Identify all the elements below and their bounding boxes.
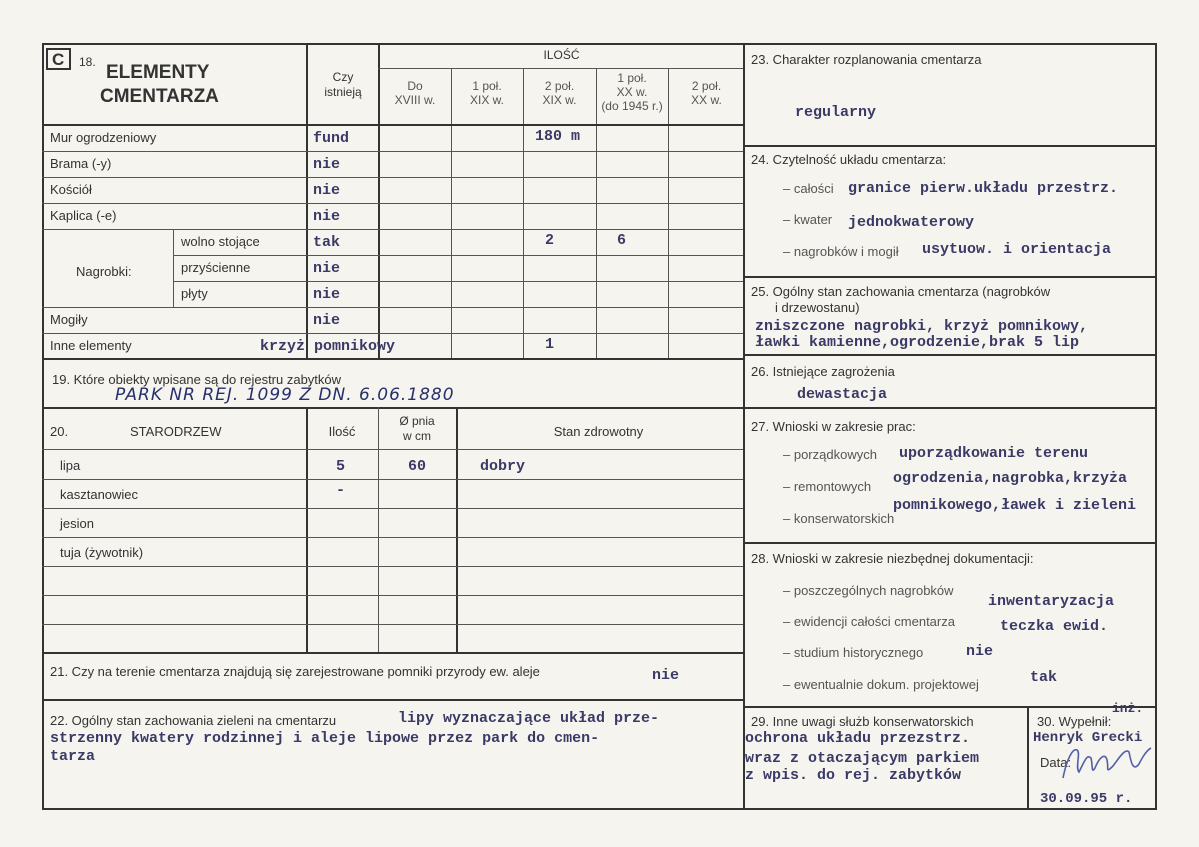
col-diam-header: Ø pnia w cm — [399, 414, 435, 443]
value-inne-q3: 1 — [545, 336, 555, 353]
divider — [42, 479, 745, 480]
tree-name-kasztanowiec: kasztanowiec — [60, 487, 139, 502]
section-24-item-2-label: – kwater — [783, 212, 833, 227]
section-25-label-2: i drzewostanu) — [775, 300, 860, 315]
section-27-item-2-value: ogrodzenia,nagrobka,krzyża — [893, 470, 1128, 487]
divider — [378, 407, 379, 654]
section-24-item-1-value: granice pierw.układu przestrz. — [848, 180, 1119, 197]
divider — [743, 542, 1157, 544]
value-wolno-q4: 6 — [617, 232, 627, 249]
divider — [743, 145, 1157, 147]
section-24-item-3-label: – nagrobków i mogił — [783, 244, 899, 259]
section-24-label: 24. Czytelność układu cmentarza: — [751, 152, 947, 167]
section-19-value: PARK NR REJ. 1099 Z DN. 6.06.1880 — [115, 385, 455, 405]
period-1-header: Do XVIII w. — [394, 79, 436, 107]
section-24-item-1-label: – całości — [783, 181, 834, 196]
section-27-item-3-label: – konserwatorskich — [783, 511, 895, 526]
section-22-line1: lipy wyznaczające układ prze- — [398, 710, 660, 727]
value-wolno-exists: tak — [313, 234, 341, 251]
section-28-item-4-label: – ewentualnie dokum. projektowej — [783, 677, 979, 692]
section-letter: C — [52, 50, 65, 69]
row-label-wolno: wolno stojące — [181, 234, 260, 249]
period-5-header: 2 poł. XX w. — [691, 79, 722, 107]
section-25-line2: ławki kamienne,ogrodzenie,brak 5 lip — [755, 334, 1080, 351]
col-quantity-header: ILOŚĆ — [543, 48, 580, 62]
col-qty-header: Ilość — [328, 424, 356, 439]
tree-health-lipa: dobry — [480, 458, 526, 475]
section-30-date-label: Data: — [1040, 755, 1072, 770]
row-label-plyty: płyty — [181, 286, 208, 301]
value-kaplica-exists: nie — [313, 208, 341, 225]
section-29-line2: wraz z otaczającym parkiem — [745, 750, 980, 767]
section-23-label: 23. Charakter rozplanowania cmentarza — [751, 52, 982, 67]
divider — [42, 229, 745, 230]
tree-diam-lipa: 60 — [408, 458, 427, 475]
row-label-nagrobki: Nagrobki: — [76, 264, 132, 279]
section-22-line3: tarza — [50, 748, 96, 765]
section-27-item-1-label: – porządkowych — [783, 447, 877, 462]
divider — [42, 566, 745, 567]
section-30-label: 30. Wypełnił: — [1037, 714, 1112, 729]
section-20-title: STARODRZEW — [130, 424, 222, 439]
section-30-title: inż. — [1112, 701, 1144, 716]
divider — [42, 203, 745, 204]
row-label-mogily: Mogiły — [50, 312, 88, 327]
section-22-line2: strzenny kwatery rodzinnej i aleje lipowe przez park do cmen- — [50, 730, 600, 747]
period-3-header: 2 poł. XIX w. — [542, 79, 577, 107]
signature — [1055, 738, 1155, 788]
section-27-item-1-value: uporządkowanie terenu — [899, 445, 1089, 462]
value-przyscienne-exists: nie — [313, 260, 341, 277]
section-28-item-2-label: – ewidencji całości cmentarza — [783, 614, 955, 629]
tree-name-lipa: lipa — [60, 458, 81, 473]
value-mur-exists: fund — [313, 130, 350, 147]
section-18-title-2: CMENTARZA — [100, 86, 219, 107]
section-18-number: 18. — [79, 55, 96, 69]
divider — [42, 333, 745, 334]
section-28-label: 28. Wnioski w zakresie niezbędnej dokumentacji: — [751, 551, 1034, 566]
tree-qty-lipa: 5 — [336, 458, 346, 475]
section-26-label: 26. Istniejące zagrożenia — [751, 364, 895, 379]
divider — [523, 68, 524, 360]
section-21-label: 21. Czy na terenie cmentarza znajdują się zarejestrowane pomniki przyrody ew. aleje — [50, 664, 540, 679]
row-label-kosciol: Kościół — [50, 182, 92, 197]
divider — [42, 537, 745, 538]
tree-name-tuja: tuja (żywotnik) — [60, 545, 144, 560]
col-health-header: Stan zdrowotny — [553, 424, 644, 439]
divider — [743, 407, 1157, 409]
section-30-date: 30.09.95 r. — [1040, 791, 1133, 807]
section-28-item-3-value: nie — [966, 643, 994, 660]
section-25-line1: zniszczone nagrobki, krzyż pomnikowy, — [755, 318, 1089, 335]
section-21-value: nie — [652, 667, 680, 684]
period-2-header: 1 poł. XIX w. — [469, 79, 504, 107]
row-label-kaplica: Kaplica (-e) — [50, 208, 117, 223]
value-mur-q3: 180 m — [535, 128, 581, 145]
section-28-item-3-label: – studium historycznego — [783, 645, 924, 660]
divider — [743, 276, 1157, 278]
row-label-przyscienne: przyścienne — [181, 260, 251, 275]
section-24-item-3-value: usytuow. i orientacja — [922, 241, 1112, 258]
section-18-title-1: ELEMENTY — [106, 62, 210, 83]
value-plyty-exists: nie — [313, 286, 341, 303]
section-26-value: dewastacja — [797, 386, 888, 403]
divider — [668, 68, 669, 360]
section-29-line3: z wpis. do rej. zabytków — [745, 767, 962, 784]
tree-name-jesion: jesion — [60, 516, 94, 531]
divider — [42, 624, 745, 625]
section-27-item-3-value: pomnikowego,ławek i zieleni — [893, 497, 1137, 514]
section-30-name: Henryk Grecki — [1033, 730, 1143, 746]
divider — [743, 354, 1157, 356]
section-29-label: 29. Inne uwagi służb konserwatorskich — [751, 714, 974, 729]
row-label-brama: Brama (-y) — [50, 156, 112, 171]
divider — [173, 255, 745, 256]
section-19-label: 19. Które obiekty wpisane są do rejestru zabytków — [52, 372, 342, 387]
divider — [42, 124, 745, 126]
section-27-item-2-label: – remontowych — [783, 479, 872, 494]
value-inne-exists: krzyż pomnikowy — [260, 338, 396, 355]
value-wolno-q3: 2 — [545, 232, 555, 249]
section-28-item-2-value: teczka ewid. — [1000, 618, 1109, 635]
divider — [42, 508, 745, 509]
divider — [42, 449, 745, 450]
section-24-item-2-value: jednokwaterowy — [848, 214, 975, 231]
col-exists-header: Czy istnieją — [324, 70, 362, 99]
tree-qty-kasztanowiec: - — [336, 482, 346, 499]
divider — [173, 281, 745, 282]
section-22-label: 22. Ogólny stan zachowania zieleni na cmentarzu — [50, 713, 337, 728]
value-brama-exists: nie — [313, 156, 341, 173]
section-28-item-4-value: tak — [1030, 669, 1058, 686]
section-20-frame — [42, 407, 745, 654]
divider — [173, 229, 174, 307]
section-20-number: 20. — [50, 424, 69, 439]
section-25-label-1: 25. Ogólny stan zachowania cmentarza (nagrobków — [751, 284, 1051, 299]
value-kosciol-exists: nie — [313, 182, 341, 199]
section-28-item-1-label: – poszczególnych nagrobków — [783, 583, 954, 598]
divider — [42, 151, 745, 152]
divider — [456, 407, 458, 654]
section-23-value: regularny — [795, 104, 877, 121]
divider — [451, 68, 452, 360]
section-29-line1: ochrona układu przezstrz. — [745, 730, 971, 747]
section-27-label: 27. Wnioski w zakresie prac: — [751, 419, 916, 434]
period-4-header: 1 poł. XX w. (do 1945 r.) — [601, 71, 663, 113]
section-28-item-1-value: inwentaryzacja — [988, 593, 1115, 610]
divider — [42, 307, 745, 308]
row-label-inne: Inne elementy — [50, 338, 132, 353]
row-label-mur: Mur ogrodzeniowy — [50, 130, 157, 145]
divider — [42, 595, 745, 596]
divider — [42, 177, 745, 178]
divider — [306, 407, 308, 654]
divider — [378, 68, 745, 69]
value-mogily-exists: nie — [313, 312, 341, 329]
